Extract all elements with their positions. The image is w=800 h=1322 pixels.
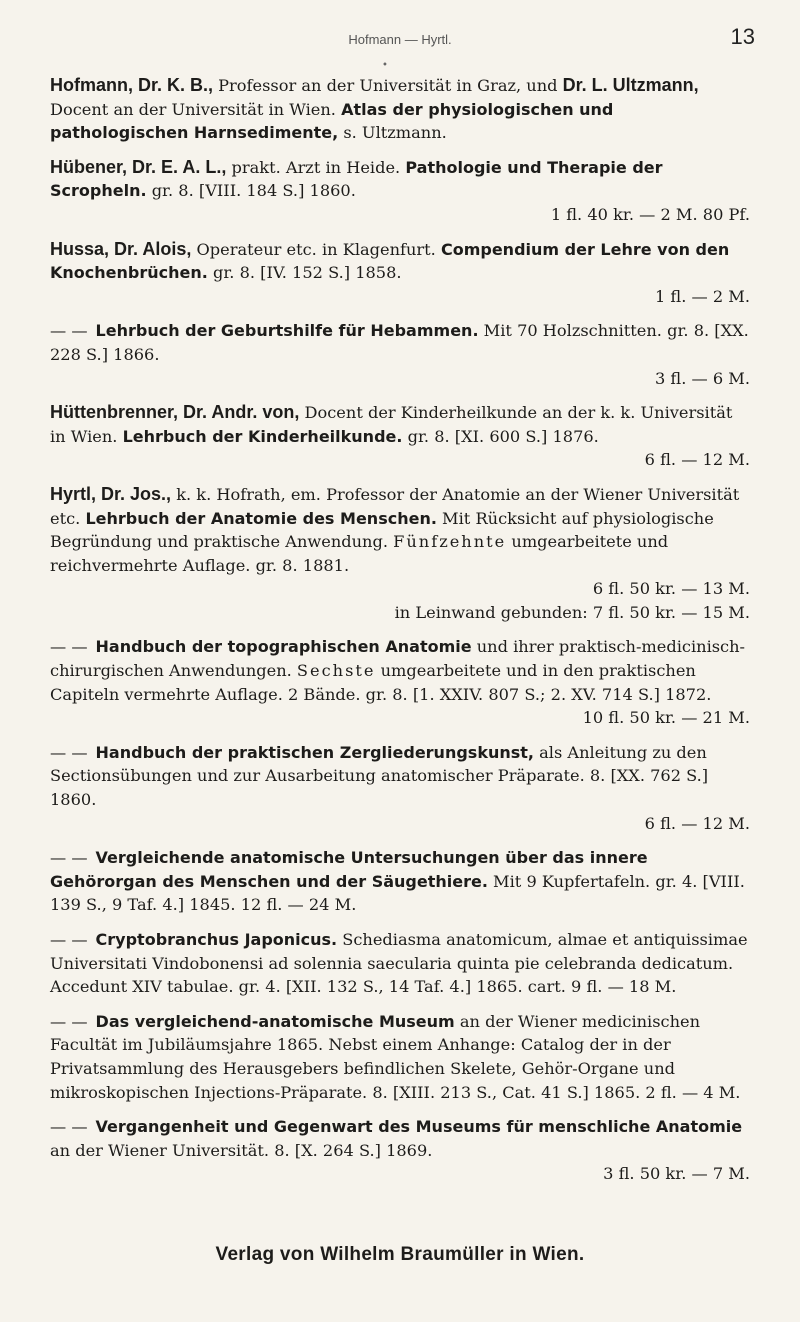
- entry-text: als Anleitung zu den Sectionsübungen und zur Ausarbeitung anatomischer Präparate. 8. [XX. 762 S.] 1860.: [50, 742, 709, 810]
- entry-book-title: Compendium der Lehre von den Knochenbrüchen.: [50, 239, 730, 283]
- entry-coauthor: Dr. L. Ultzmann,: [562, 75, 699, 95]
- page-number: 13: [730, 24, 755, 49]
- entry-author: Hussa, Dr. Alois,: [50, 238, 192, 259]
- entry-text: umgearbeitete und reichvermehrte Auflage. gr. 8. 1881.: [50, 532, 669, 575]
- entry-book-title: Das vergleichend-anatomische Museum: [95, 1011, 455, 1031]
- entry-text: und ihrer praktisch-medicinisch-chirurgischen Anwendungen.: [50, 637, 746, 681]
- entry-book-title: Cryptobranchus Japonicus.: [95, 930, 338, 949]
- entry-book-title: Pathologie und Therapie der Scropheln.: [50, 157, 663, 201]
- ditto-dash: — —: [50, 1011, 88, 1031]
- entry-text: umgearbeitete und in den praktischen Capiteln vermehrte Auflage. 2 Bände. gr. 8. [1. XXIV. 807 S.; 2. XV. 714 S.] 1872.: [50, 661, 712, 704]
- catalog-entry: [50, 319, 750, 390]
- ditto-dash: — —: [50, 637, 88, 657]
- entry-book-title: Lehrbuch der Geburtshilfe für Hebammen.: [95, 321, 479, 341]
- running-title: Hofmann — Hyrtl.: [348, 32, 452, 47]
- entry-edition: Sechste: [296, 661, 376, 681]
- entry-book-title: Handbuch der topographischen Anatomie: [95, 637, 472, 657]
- entry-book-title: Lehrbuch der Kinderheilkunde.: [122, 426, 403, 446]
- entry-price: 6 fl. 50 kr. — 13 M.: [592, 579, 750, 599]
- entry-text: prakt. Arzt in Heide.: [226, 157, 406, 177]
- entry-text: gr. 8. [IV. 152 S.] 1858.: [207, 263, 402, 283]
- entry-book-title: Vergleichende anatomische Untersuchungen über das innere Gehörorgan des Menschen und der Säugethiere.: [50, 848, 648, 891]
- catalog-entry: [50, 238, 750, 309]
- entry-text: s. Ultzmann.: [338, 123, 447, 143]
- entry-text: an der Wiener medicinischen Facultät im Jubiläumsjahre 1865. Nebst einem Anhange: Catalog der in der Privatsammlung des Herausgebers befindlichen Skelete, Gehör-Organe und mikroskopischen Injections-Präparate. 8. [XIII. 213 S., Cat. 41 S.] 1865. 2 fl. — 4 M.: [50, 1011, 741, 1102]
- ditto-dash: — —: [50, 1117, 88, 1137]
- catalog-entry: [50, 635, 750, 729]
- entry-author: Hyrtl, Dr. Jos.,: [50, 483, 172, 504]
- entry-text: Mit 70 Holzschnitten. gr. 8. [XX. 228 S.] 1866.: [50, 321, 749, 364]
- entry-text: an der Wiener Universität. 8. [X. 264 S.] 1869.: [50, 1140, 433, 1160]
- catalog-entry: [50, 846, 750, 917]
- entry-text: Docent an der Universität in Wien.: [50, 99, 342, 119]
- catalog-entries: [50, 74, 750, 1197]
- ditto-dash: — —: [50, 848, 88, 868]
- entry-author: Hüttenbrenner, Dr. Andr. von,: [50, 402, 300, 423]
- running-head: [0, 22, 800, 54]
- entry-book-title: Handbuch der praktischen Zergliederungskunst,: [95, 742, 534, 762]
- entry-text: Mit 9 Kupfertafeln. gr. 4. [VIII. 139 S., 9 Taf. 4.] 1845. 12 fl. — 24 M.: [50, 871, 745, 915]
- bullet-mark: •: [382, 60, 388, 71]
- entry-text: Operateur etc. in Klagenfurt.: [191, 239, 441, 259]
- entry-price: 1 fl. 40 kr. — 2 M. 80 Pf.: [550, 204, 750, 224]
- entry-book-title: Vergangenheit und Gegenwart des Museums für menschliche Anatomie: [95, 1117, 743, 1137]
- ditto-dash: — —: [50, 742, 88, 762]
- catalog-entry: [50, 928, 750, 999]
- catalog-entry: [50, 156, 750, 227]
- ditto-dash: — —: [50, 321, 88, 341]
- entry-edition: Fünfzehnte: [393, 532, 507, 552]
- entry-text: Mit Rücksicht auf physiologische Begründung und praktische Anwendung.: [50, 508, 714, 552]
- entry-price: 3 fl. 50 kr. — 7 M.: [603, 1164, 750, 1184]
- entry-price: 10 fl. 50 kr. — 21 M.: [582, 708, 750, 728]
- entry-price: 3 fl. — 6 M.: [654, 368, 750, 388]
- entry-book-title: Lehrbuch der Anatomie des Menschen.: [85, 508, 437, 528]
- entry-price: 6 fl. — 12 M.: [644, 813, 750, 833]
- entry-text: k. k. Hofrath, em. Professor der Anatomie an der Wiener Universität etc.: [50, 484, 740, 528]
- catalog-entry: [50, 1115, 750, 1186]
- entry-text: Professor an der Universität in Graz, und: [213, 76, 563, 95]
- entry-price-bound: in Leinwand gebunden: 7 fl. 50 kr. — 15 M.: [394, 602, 750, 622]
- catalog-entry: [50, 401, 750, 472]
- publisher-footer: Verlag von Wilhelm Braumüller in Wien.: [215, 1244, 585, 1265]
- entry-text: gr. 8. [VIII. 184 S.] 1860.: [146, 181, 356, 201]
- entry-text: Docent der Kinderheilkunde an der k. k. Universität in Wien.: [50, 403, 733, 446]
- entry-author: Hofmann, Dr. K. B.,: [50, 75, 214, 95]
- entry-price: 1 fl. — 2 M.: [654, 286, 750, 306]
- entry-text: gr. 8. [XI. 600 S.] 1876.: [402, 426, 599, 446]
- catalog-entry: [50, 74, 750, 145]
- ditto-dash: — —: [50, 930, 88, 949]
- entry-book-title: Atlas der physiologischen und pathologischen Harnsedimente,: [50, 99, 614, 143]
- catalog-entry: [50, 1010, 750, 1104]
- catalog-entry: [50, 741, 750, 835]
- catalog-entry: [50, 483, 750, 625]
- entry-text: Schediasma anatomicum, almae et antiquissimae Universitati Vindobonensi ad solennia saecularia quinta pie celebranda dedicatum. Accedunt XIV tabulae. gr. 4. [XII. 132 S., 14 Taf. 4.] 1865. cart. 9 fl. — 18 M.: [50, 930, 748, 997]
- entry-author: Hübener, Dr. E. A. L.,: [50, 156, 227, 177]
- entry-price: 6 fl. — 12 M.: [644, 450, 750, 470]
